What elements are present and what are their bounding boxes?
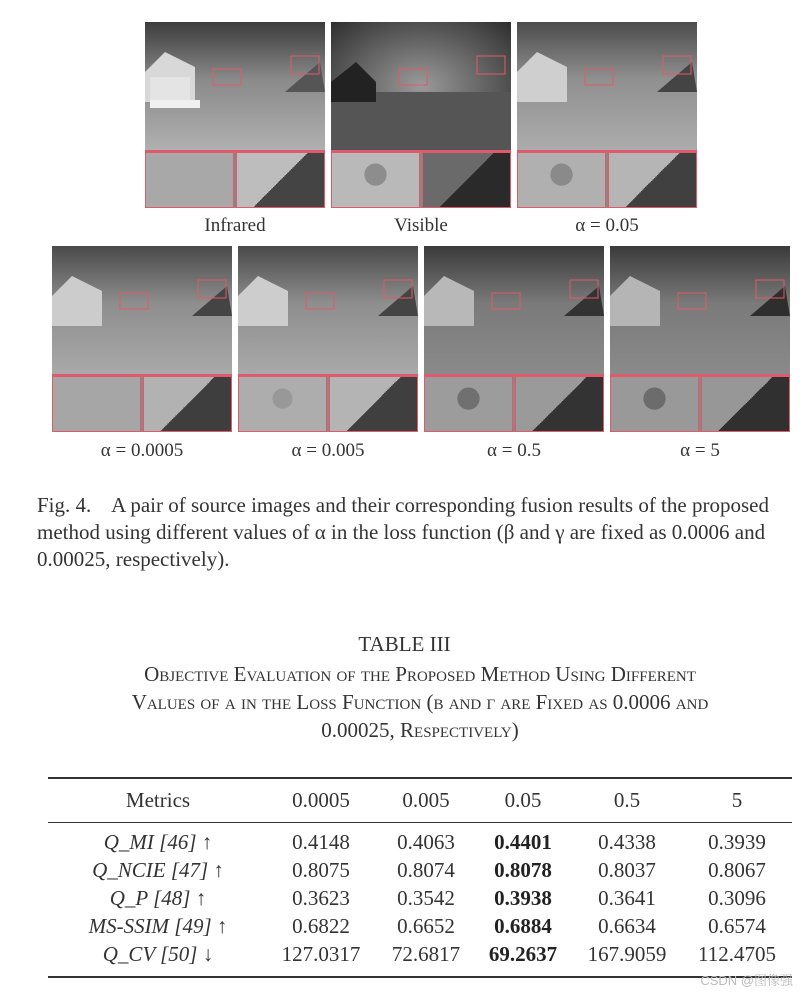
caption-alpha-5: α = 5 [680,440,720,461]
fused-image-alpha-5 [610,246,790,374]
watermark: CSDN @图像强 [700,973,793,988]
table-metric-cell: MS-SSIM [49] ↑ [88,914,228,938]
table-value-cell: 0.6884 [494,914,552,938]
fused-image-alpha-0.0005 [52,246,232,374]
fused-image-alpha-0.005 [238,246,418,374]
table-metric-cell: Q_CV [50] ↓ [102,942,214,966]
figure-label: Fig. 4. [37,493,92,517]
table-value-cell: 0.8075 [292,858,350,882]
infrared-zoom-left [145,152,234,208]
table-value-cell: 167.9059 [587,942,667,966]
table-value-cell: 0.6634 [598,914,656,938]
table-value-cell: 0.3623 [292,886,350,910]
figure-caption-text: A pair of source images and their corresponding fusion results of the proposed method using different values of α in the loss function (β and γ are fixed as 0.0006 and 0.00025, respectively). [37,493,769,571]
table-caption-line2: Values of α in the Loss Function (β and γ are Fixed as 0.0006 and [131,690,709,714]
table-value-cell: 0.8078 [494,858,552,882]
table-value-cell: 0.8074 [397,858,455,882]
table-top-rule [48,777,792,779]
figure-panel-alpha-0.0005 [52,246,232,432]
figure-caption [37,492,809,573]
table-value-cell: 0.3096 [708,886,766,910]
caption-alpha-0.5: α = 0.5 [487,440,541,461]
visible-zoom-left [331,152,420,208]
table-caption-line3: 0.00025, Respectively) [321,718,519,742]
table-value-cell: 0.3938 [494,886,552,910]
table-header-cell: 0.5 [613,788,641,812]
table-title: TABLE III [358,632,451,656]
table-value-cell: 0.4148 [292,830,350,854]
figure-panel-alpha-0.005 [238,246,418,432]
table-metric-cell: Q_NCIE [47] ↑ [92,858,224,882]
table-value-cell: 0.8067 [708,858,766,882]
visible-image [331,22,511,150]
table-value-cell: 0.6822 [292,914,350,938]
caption-infrared: Infrared [204,215,266,236]
table-header-cell: Metrics [125,788,191,812]
table-value-cell: 112.4705 [698,942,776,966]
fused-image-alpha-0.5 [424,246,604,374]
fused-zoom-left [517,152,606,208]
table-value-cell: 0.8037 [598,858,656,882]
figure-panel-infrared [145,22,325,208]
table-value-cell: 0.6652 [397,914,455,938]
infrared-image [145,22,325,150]
table-header-cell: 0.0005 [292,788,350,812]
table-value-cell: 0.3542 [397,886,455,910]
table-value-cell: 72.6817 [391,942,461,966]
caption-alpha-0.005: α = 0.005 [291,440,365,461]
caption-alpha-0.0005: α = 0.0005 [100,440,184,461]
infrared-zoom-right [236,152,325,208]
table-caption-line1: Objective Evaluation of the Proposed Method Using Different [144,662,696,686]
table-value-cell: 0.4338 [598,830,656,854]
figure-panel-alpha-0.05 [517,22,697,208]
caption-alpha-0.05: α = 0.05 [575,215,639,236]
figure-panel-visible [331,22,511,208]
table-header-cell: 0.05 [504,788,542,812]
fused-image-alpha-0.05 [517,22,697,150]
visible-zoom-right [422,152,511,208]
fused-zoom-right [608,152,697,208]
table-metric-cell: Q_P [48] ↑ [109,886,207,910]
table-value-cell: 0.4401 [494,830,552,854]
table-metric-cell: Q_MI [46] ↑ [103,830,213,854]
caption-visible: Visible [394,215,448,236]
table-bottom-rule [48,976,792,978]
table-header-cell: 5 [731,788,743,812]
table-value-cell: 127.0317 [281,942,361,966]
figure-panel-alpha-0.5 [424,246,604,432]
table-value-cell: 0.3939 [708,830,766,854]
table-header-cell: 0.005 [402,788,450,812]
table-value-cell: 69.2637 [488,942,558,966]
figure-panel-alpha-5 [610,246,790,432]
table-value-cell: 0.4063 [397,830,455,854]
table-header-rule [48,822,792,823]
table-value-cell: 0.3641 [598,886,656,910]
table-value-cell: 0.6574 [708,914,766,938]
